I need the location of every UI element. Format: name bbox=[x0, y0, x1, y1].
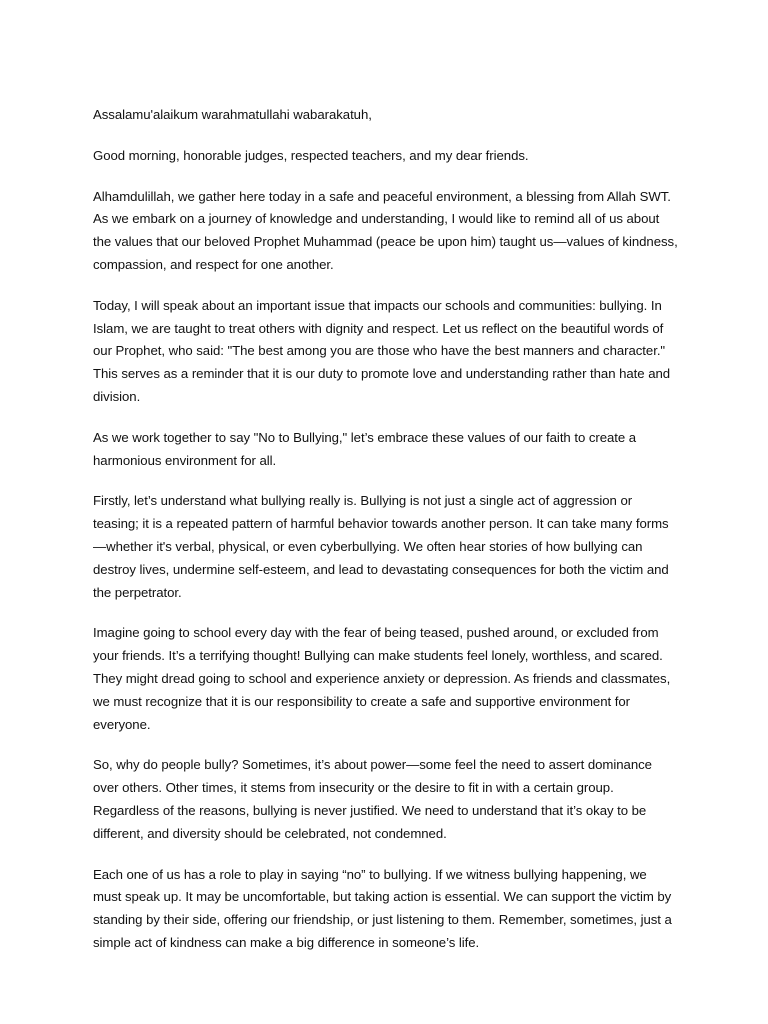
definition-paragraph: Firstly, let’s understand what bullying really is. Bullying is not just a single act of aggression or teasing; it is a repeated pattern of harmful behavior towards another person. It can take many forms—whether it's verbal, physical, or even cyberbullying. We often hear stories of how bullying can destroy lives, undermine self-esteem, and lead to devastating consequences for both the victim and the perpetrator. bbox=[93, 493, 669, 600]
topic-paragraph: Today, I will speak about an important issue that impacts our schools and communities: bullying. In Islam, we are taught to treat others with dignity and respect. Let us reflect on the beautiful words of our Prophet, who said: "The best among you are those who have the best manners and character." This serves as a reminder that it is our duty to promote love and understanding rather than hate and division. bbox=[93, 297, 671, 404]
call-to-action-paragraph: As we work together to say "No to Bullying," let’s embrace these values of our faith to create a harmonious environment for all. bbox=[93, 429, 637, 468]
impact-paragraph: Imagine going to school every day with the fear of being teased, pushed around, or excluded from your friends. It’s a terrifying thought! Bullying can make students feel lonely, worthless, and scared. They might dread going to school and experience anxiety or depression. As friends and classmates, we must recognize that it is our responsibility to create a safe and supportive environment for everyone. bbox=[93, 625, 671, 732]
greeting-paragraph: Assalamu'alaikum warahmatullahi wabarakatuh, bbox=[93, 107, 372, 122]
causes-paragraph: So, why do people bully? Sometimes, it’s about power—some feel the need to assert dominance over others. Other times, it stems from insecurity or the desire to fit in with a certain group. Regardless of the reasons, bullying is never justified. We need to understand that it’s okay to be different, and diversity should be celebrated, not condemned. bbox=[93, 757, 652, 841]
opening-paragraph: Alhamdulillah, we gather here today in a safe and peaceful environment, a blessing from Allah SWT. As we embark on a journey of knowledge and understanding, I would like to remind all of us about the values that our beloved Prophet Muhammad (peace be upon him) taught us—values of kindness, compassion, and respect for one another. bbox=[93, 188, 678, 272]
salutation-paragraph: Good morning, honorable judges, respected teachers, and my dear friends. bbox=[93, 147, 529, 163]
role-paragraph: Each one of us has a role to play in saying “no” to bullying. If we witness bullying happening, we must speak up. It may be uncomfortable, but taking action is essential. We can support the victim by standing by their side, offering our friendship, or just listening to them. Remember, sometimes, just a simple act of kindness can make a big difference in someone’s life. bbox=[93, 866, 672, 950]
speech-document bbox=[93, 104, 678, 955]
